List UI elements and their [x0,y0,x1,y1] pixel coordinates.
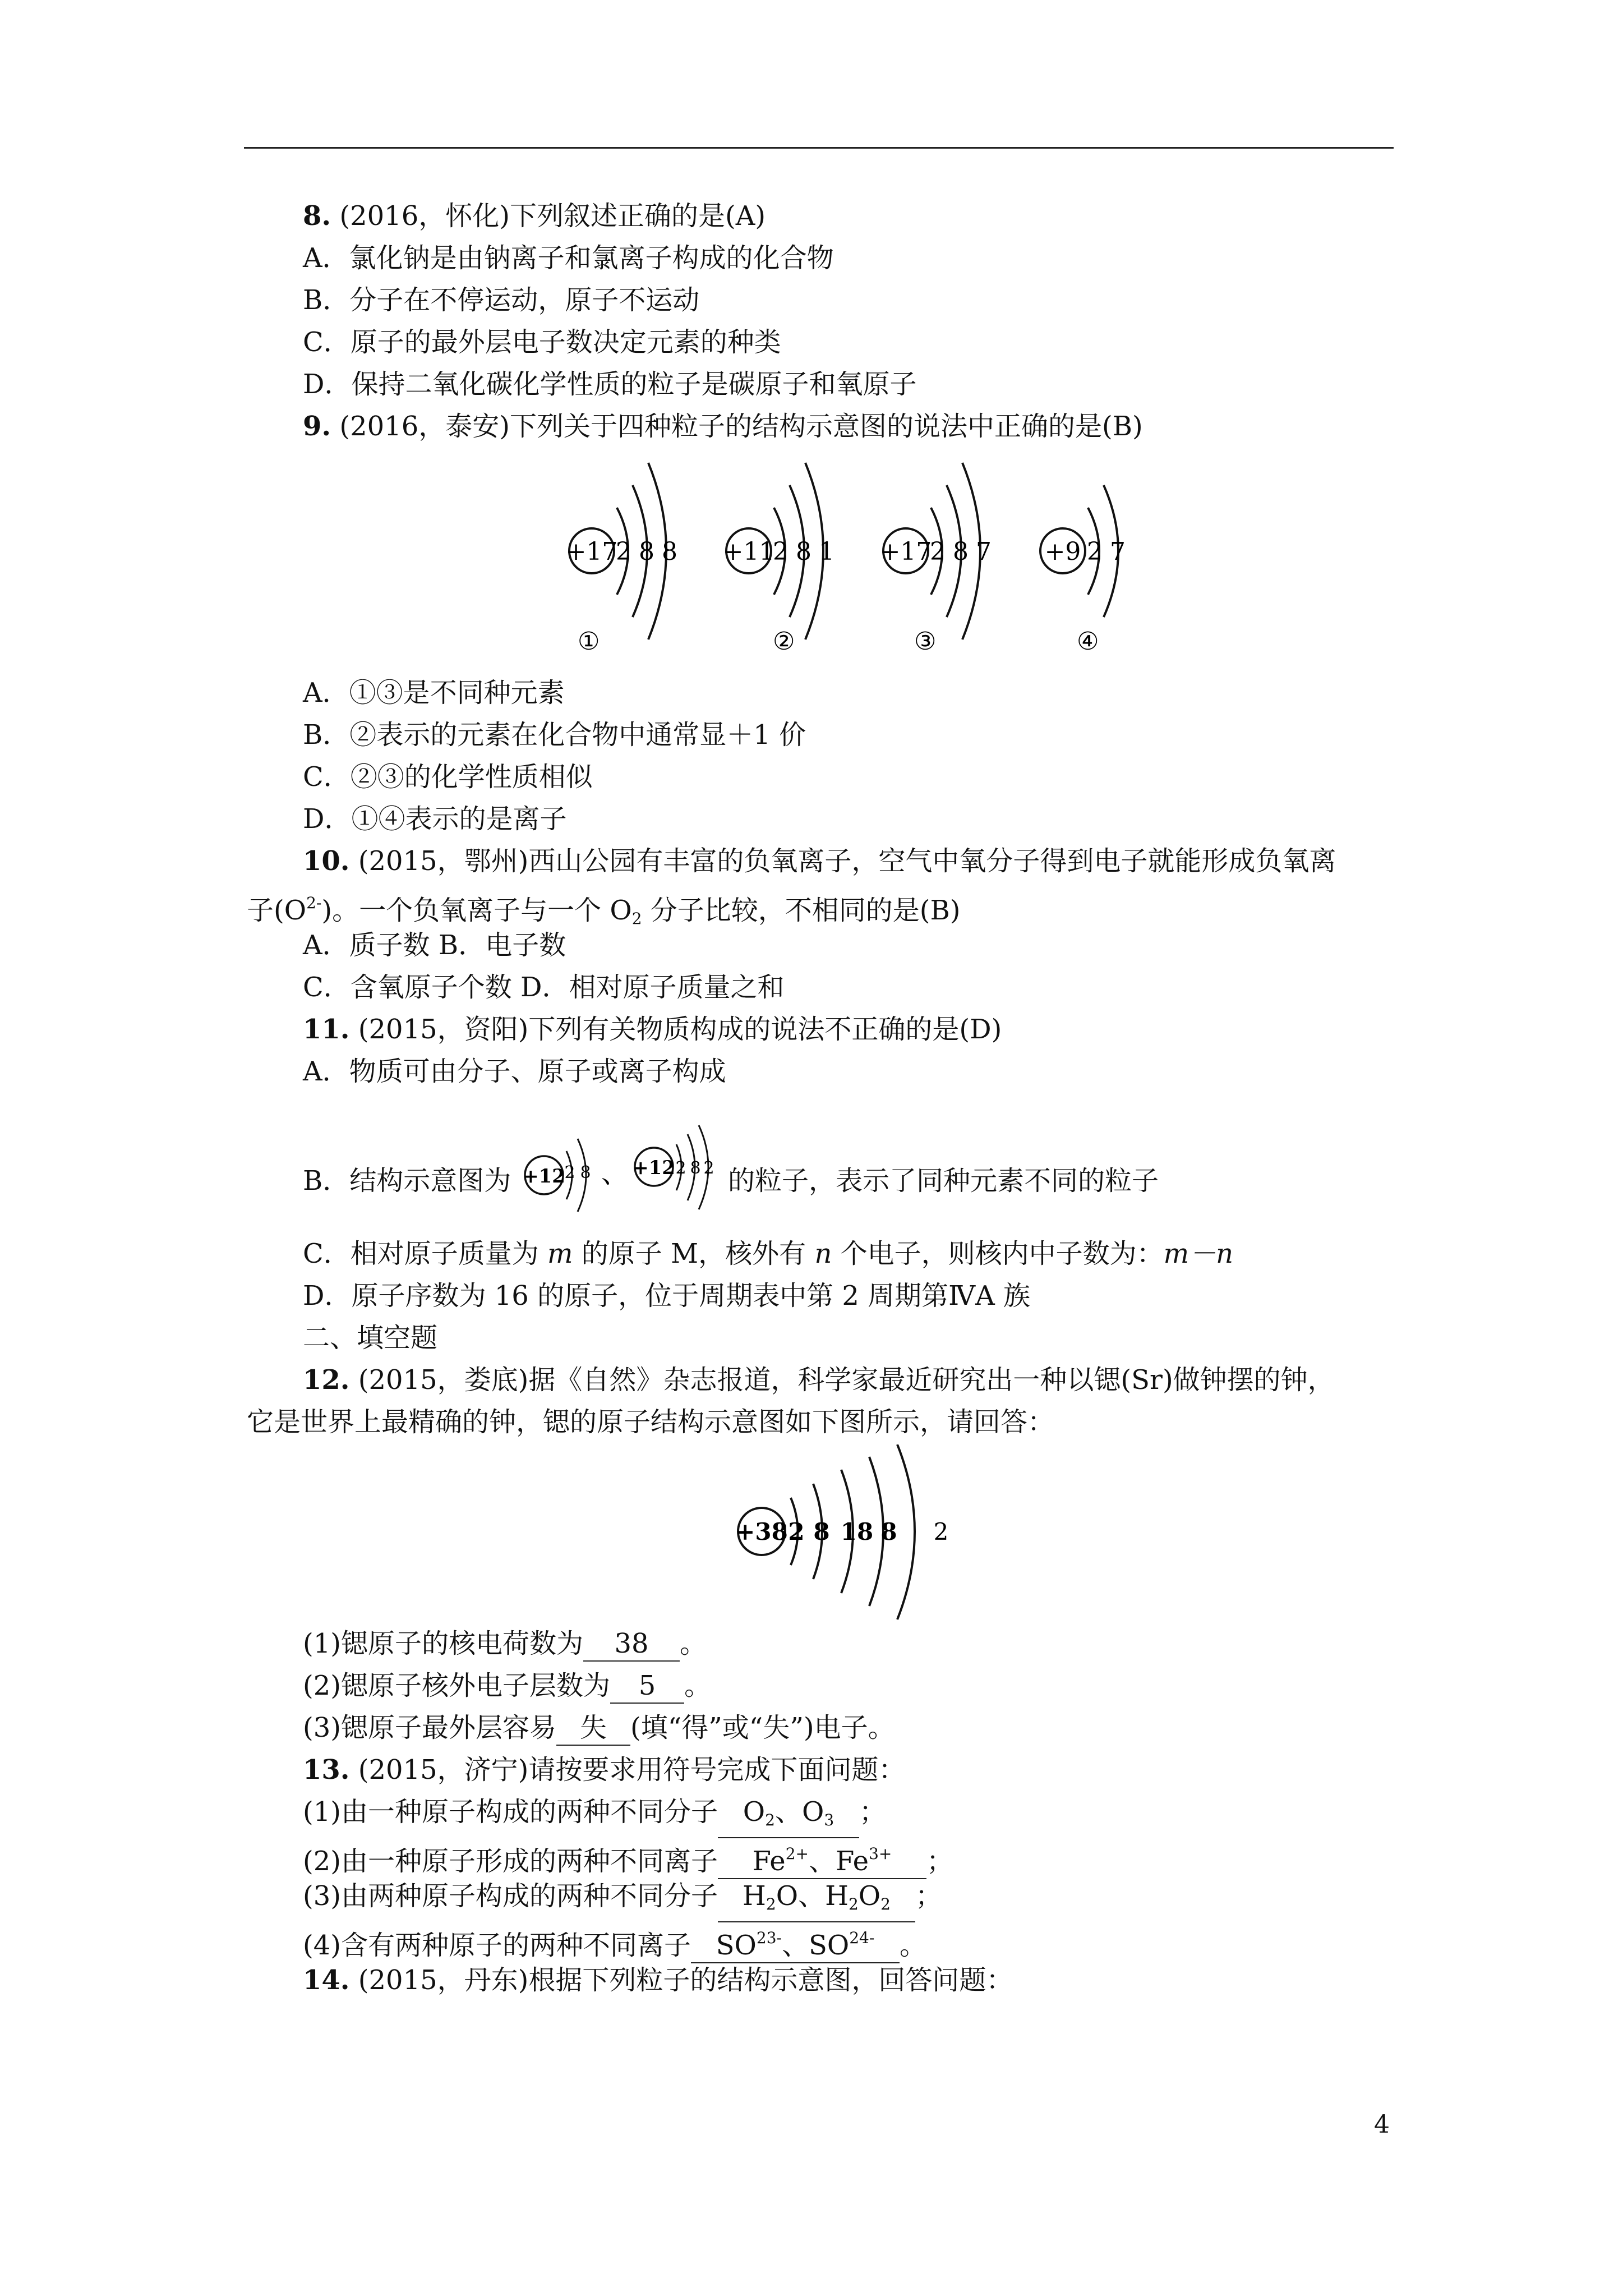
svg-text:2: 2 [703,1158,714,1178]
q11-particle-mg-ion [523,1139,591,1212]
q13-answer-1: (1)由一种原子构成的两种不同分子 $O_2$、$O_3$ ； [303,1795,886,1838]
q8-option-d: D．保持二氧化碳化学性质的粒子是碳原子和氧原子 [303,369,917,400]
q11-option-d: D．原子序数为 16 的原子，位于周期表中第 2 周期第ⅣA 族 [303,1280,1031,1312]
q11-option-b-text1: B．结构示意图为 [303,1165,511,1197]
svg-text:+12: +12 [633,1157,675,1179]
q14-stem: 14. (2015，丹东)根据下列粒子的结构示意图，回答问题： [303,1964,1013,1996]
svg-text:+17: +17 [565,537,618,566]
svg-text:②: ② [773,627,795,656]
q12-answer-3: (3)锶原子最外层容易 失 (填“得”或“失”)电子。 [303,1711,895,1746]
header-rule [244,147,1394,149]
svg-text:8: 8 [953,537,969,566]
q9-option-c: C．②③的化学性质相似 [303,761,593,793]
svg-text:+9: +9 [1044,537,1081,566]
q11-structure-diagrams [515,1122,728,1223]
svg-text:+12: +12 [523,1165,565,1188]
q9-stem: 9. (2016，泰安)下列关于四种粒子的结构示意图的说法中正确的是(B) [303,411,1143,442]
q13-answer-4: (4)含有两种原子的两种不同离子 $SO^{23-}$、$SO^{24-}$ 。 [303,1921,926,1963]
q11-particle-mg-atom [633,1125,714,1209]
svg-text:2: 2 [616,537,631,566]
section-heading-fill-in: 二、填空题 [303,1322,438,1354]
svg-text:④: ④ [1077,627,1099,656]
q9-particle-4 [1040,485,1126,656]
q12-answer-2: (2)锶原子核外电子层数为 5 。 [303,1669,711,1704]
q12-strontium-atom-diagram [729,1444,965,1624]
svg-text:7: 7 [1110,537,1126,566]
svg-text:2: 2 [564,1163,575,1182]
q9-particle-diagrams [555,460,1172,662]
q9-option-a: A．①③是不同种元素 [303,677,565,708]
svg-text:7: 7 [976,537,992,566]
svg-text:③: ③ [914,627,937,656]
svg-text:8: 8 [639,537,654,566]
q13-stem: 13. (2015，济宁)请按要求用符号完成下面问题： [303,1754,906,1786]
q11-option-b-text2: 的粒子，表示了同种元素不同的粒子 [728,1165,1159,1197]
q8-option-b: B．分子在不停运动，原子不运动 [303,284,700,316]
q9-option-d: D．①④表示的是离子 [303,803,567,835]
svg-text:2: 2 [788,1518,805,1545]
svg-text:8: 8 [880,1518,897,1545]
q9-particle-2 [723,463,834,656]
q11-option-a: A．物质可由分子、原子或离子构成 [303,1056,726,1087]
q10-options-ab: A．质子数 B．电子数 [303,930,566,961]
svg-text:1: 1 [819,537,834,566]
q12-stem-line2: 它是世界上最精确的钟，锶的原子结构示意图如下图所示，请回答： [247,1406,1055,1438]
svg-text:8: 8 [796,537,811,566]
q10-options-cd: C．含氧原子个数 D．相对原子质量之和 [303,972,785,1003]
q10-stem-line2: 子$(O^{2-})$。一个负氧离子与一个 $O_2$ 分子比较，不相同的是(B) [247,894,961,928]
svg-text:2: 2 [773,537,789,566]
q9-option-b: B．②表示的元素在化合物中通常显＋1 价 [303,719,806,751]
svg-text:8: 8 [662,537,677,566]
q12-stem-line1: 12. (2015，娄底)据《自然》杂志报道，科学家最近研究出一种以锶(Sr)做钟摆的钟， [303,1364,1335,1396]
page-number: 4 [1374,2110,1390,2139]
q11-stem: 11. (2015，资阳)下列有关物质构成的说法不正确的是(D) [303,1014,1002,1045]
svg-text:+38: +38 [735,1518,788,1545]
svg-text:8: 8 [580,1163,591,1182]
svg-text:2: 2 [930,537,946,566]
q9-particle-1 [566,463,677,656]
svg-text:+17: +17 [879,537,932,566]
q8-stem: 8. (2016，怀化)下列叙述正确的是(A) [303,200,766,232]
q12-answer-1: (1)锶原子的核电荷数为 38 。 [303,1627,707,1662]
q8-option-a: A．氯化钠是由钠离子和氯离子构成的化合物 [303,242,834,274]
svg-text:2: 2 [933,1518,949,1545]
q9-particle-3 [880,463,992,656]
q10-stem-line1: 10. (2015，鄂州)西山公园有丰富的负氧离子，空气中氧分子得到电子就能形成负氧离 [303,845,1336,877]
svg-text:①: ① [578,627,600,656]
svg-text:2: 2 [1087,537,1103,566]
svg-text:8: 8 [813,1518,830,1545]
svg-text:18: 18 [840,1518,874,1545]
q13-answer-2: (2)由一种原子形成的两种不同离子 $Fe^{2+}$、$Fe^{3+}$ ； [303,1837,953,1879]
q8-option-c: C．原子的最外层电子数决定元素的种类 [303,326,781,358]
svg-text:2: 2 [675,1158,686,1178]
q11-option-c: C．相对原子质量为 m 的原子 M，核外有 n 个电子，则核内中子数为：m－n [303,1238,1234,1269]
svg-text:+11: +11 [722,537,775,566]
q13-answer-3: (3)由两种原子构成的两种不同分子 $H_2O$、$H_2O_2$ ； [303,1879,942,1922]
svg-text:、: 、 [601,1158,629,1189]
svg-text:8: 8 [690,1158,701,1178]
